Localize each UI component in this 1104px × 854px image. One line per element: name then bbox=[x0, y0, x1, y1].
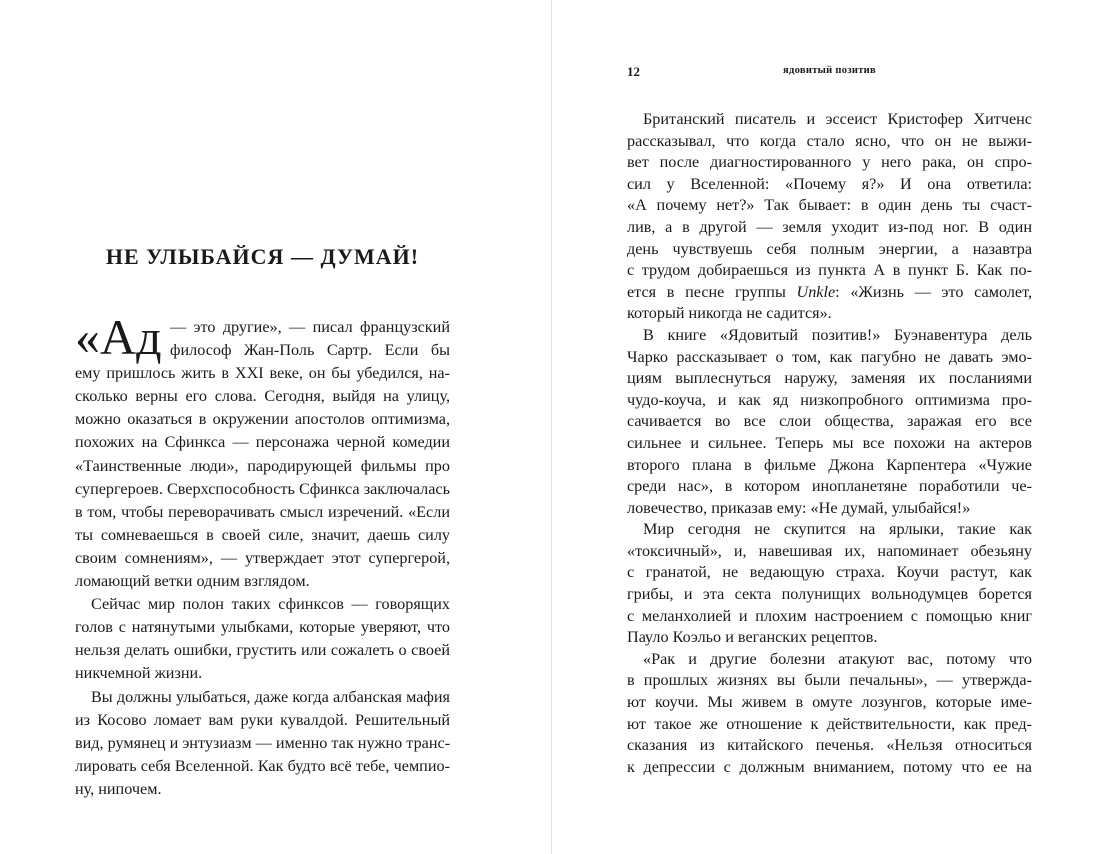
drop-cap: «Ад bbox=[75, 309, 162, 365]
band-name: Unkle bbox=[796, 282, 836, 301]
text-line: «токсичный», и, навешивая их, напоминает обезьяну bbox=[627, 541, 1032, 560]
text-line: своим сомнениям», — утверждает этот супергерой, bbox=[75, 548, 450, 567]
text-line: грибы, и эта секта полунищих вольнодумцев борется bbox=[627, 585, 1032, 604]
text-line: ют коучи. Мы живем в омуте лозунгов, которые име- bbox=[627, 693, 1032, 712]
running-head: ядовитый позитив bbox=[783, 65, 876, 76]
text-line: вид, румянец и энтузиазм — именно так нужно транс- bbox=[75, 733, 450, 752]
text-line: В книге «Ядовитый позитив!» Буэнавентура дель bbox=[643, 325, 1032, 344]
text-line: ловечество, приказав ему: «Не думай, улыбайся!» bbox=[627, 498, 971, 517]
text-line: — это другие», — писал французский bbox=[170, 318, 450, 336]
text-line: нельзя делать ошибки, грустить или сожалеть о своей bbox=[75, 641, 450, 660]
text-line: с трудом добираешься из пункта А в пункт Б. Как по- bbox=[627, 261, 1032, 280]
text-line: среди нас», в котором инопланетяне поработили че- bbox=[627, 477, 1032, 496]
text-line: «Рак и другие болезни атакуют вас, потому что bbox=[643, 649, 1032, 668]
chapter-title: НЕ УЛЫБАЙСЯ — ДУМАЙ! bbox=[105, 244, 420, 269]
text-line: с меланхолией и плохим настроением с помощью книг bbox=[627, 606, 1032, 625]
text-line: философ Жан-Поль Сартр. Если бы bbox=[170, 341, 450, 360]
text-line: Вы должны улыбаться, даже когда албанская мафия bbox=[91, 687, 450, 706]
text-line: Чарко рассказывает о том, как пагубно не давать эмо- bbox=[627, 347, 1032, 366]
text-line: Мир сегодня не скупится на ярлыки, такие как bbox=[643, 520, 1032, 539]
text-line: сачивается во все слои общества, заражая его все bbox=[627, 412, 1032, 431]
text-line: «А почему нет?» Так бывает: в один день ты счаст- bbox=[627, 196, 1032, 215]
left-body-text bbox=[75, 316, 450, 801]
text-line: из Косово ломает вам руки кувалдой. Решительный bbox=[75, 710, 450, 729]
text-line: ну, нипочем. bbox=[75, 779, 162, 798]
text-line: ется в песне группы Unkle: «Жизнь — это самолет, bbox=[627, 282, 1032, 301]
text-line: можно оказаться в окружении апостолов оптимизма, bbox=[75, 410, 450, 429]
text-line: к депрессии с должным вниманием, потому что ее на bbox=[627, 757, 1032, 776]
text-line: второго плана в фильме Джона Карпентера «Чужие bbox=[627, 455, 1032, 474]
text-line: сил у Вселенной: «Почему я?» И она ответила: bbox=[627, 174, 1032, 193]
text-line: лив, а в другой — земля уходит из-под ног. В один bbox=[627, 217, 1032, 236]
text-line: ему пришлось жить в XXI веке, он бы убедился, на- bbox=[75, 364, 450, 383]
paragraph bbox=[75, 316, 450, 593]
left-page bbox=[0, 0, 551, 854]
text-line: ломающий ветки одним взглядом. bbox=[75, 572, 310, 591]
text-line: циям выплеснуться наружу, заменяя их посланиями bbox=[627, 369, 1032, 388]
text-line: ты сомневаешься в своей силе, значит, даешь силу bbox=[75, 525, 450, 544]
text-line: сильнее и сильнее. Теперь мы все похожи на актеров bbox=[627, 433, 1032, 452]
text-line: лировать себя Вселенной. Как будто всё тебе, чемпио- bbox=[75, 756, 450, 775]
paragraph bbox=[627, 109, 1032, 325]
paragraph bbox=[627, 649, 1032, 779]
text-line: Британский писатель и эссеист Кристофер Хитченс bbox=[643, 110, 1032, 128]
text-line: сказания из китайского печенья. «Нельзя относиться bbox=[627, 736, 1032, 755]
right-page bbox=[552, 0, 1104, 854]
text-line: который никогда не садится». bbox=[627, 304, 832, 323]
paragraph bbox=[627, 519, 1032, 649]
text-line: сколько верны его слова. Сегодня, выйдя на улицу, bbox=[75, 387, 450, 406]
text-line: в прошлых жизнях вы были печальны», — утвержда- bbox=[627, 671, 1032, 690]
text-line: с гранатой, не ведающую страха. Коучи растут, как bbox=[627, 563, 1032, 582]
text-line: никчемной жизни. bbox=[75, 664, 203, 683]
text-line: ют такое же отношение к действительности, как пред- bbox=[627, 714, 1032, 733]
text-line: рассказывал, что когда стало ясно, что он не выжи- bbox=[627, 131, 1032, 150]
paragraph bbox=[627, 325, 1032, 519]
text-line: голов с натянутыми улыбками, которые уверяют, что bbox=[75, 618, 450, 637]
text-line: супергероев. Сверхспособность Сфинкса заключалась bbox=[75, 479, 450, 498]
text-line: в том, чтобы переворачивать смысл изречений. «Если bbox=[75, 502, 450, 521]
text-line: «Таинственные люди», пародирующей фильмы про bbox=[75, 456, 450, 475]
text-line: похожих на Сфинкса — персонажа черной комедии bbox=[75, 433, 450, 452]
paragraph bbox=[75, 593, 450, 685]
paragraph bbox=[75, 686, 450, 801]
text-line: Сейчас мир полон таких сфинксов — говорящих bbox=[91, 595, 450, 614]
text-line: Пауло Коэльо и веганских рецептов. bbox=[627, 628, 878, 647]
right-body-text bbox=[627, 109, 1032, 778]
text-line: день чувствуешь себя полным энергии, а назавтра bbox=[627, 239, 1032, 258]
text-line: вет после диагностированного у него рака, он спро- bbox=[627, 153, 1032, 172]
page-number: 12 bbox=[627, 64, 640, 79]
text-line: чудо-коуча, и как яд низкопробного оптимизма про- bbox=[627, 390, 1032, 409]
